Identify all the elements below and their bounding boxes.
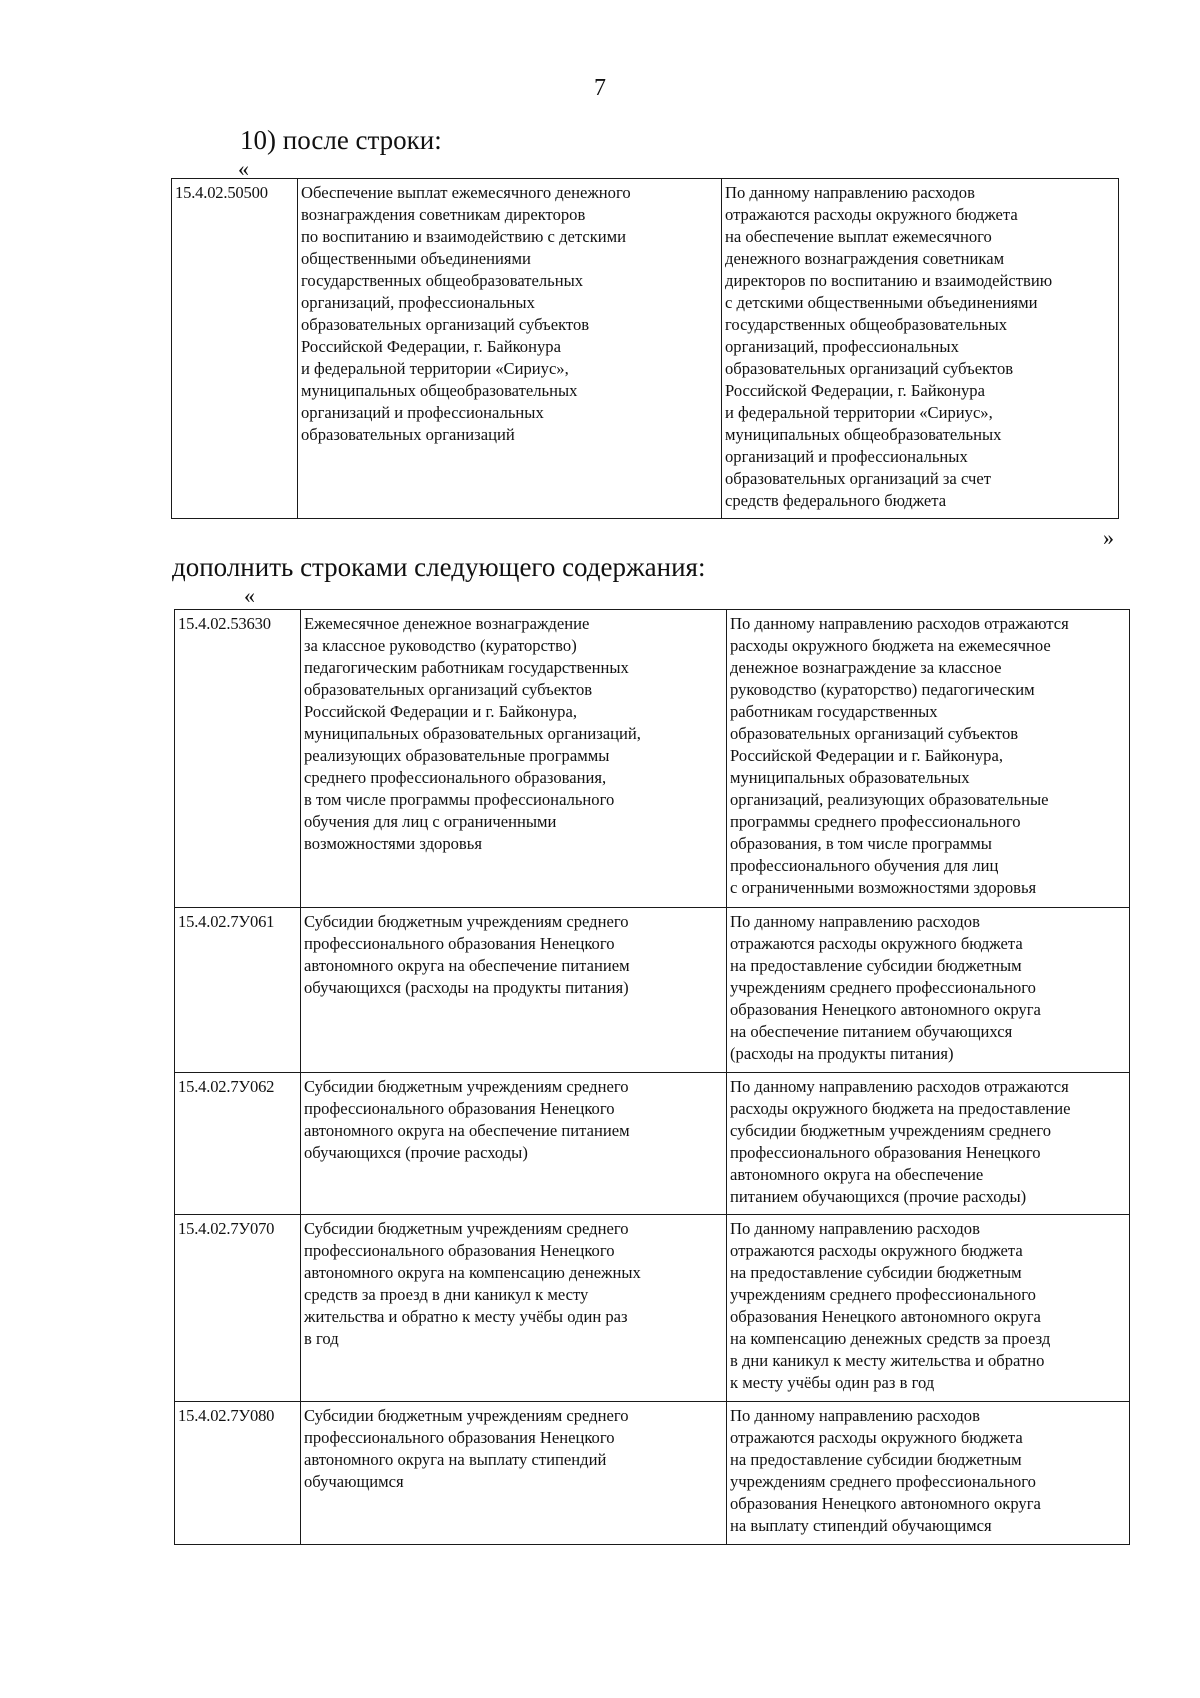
row-description: По данному направлению расходов отражаются расходы окружного бюджета на предоставление субсидии бюджетным учреждениям среднего профессионального образования Ненецкого автономного округа на выплату стипендий обучающимся — [727, 1402, 1130, 1545]
section2-open-quote: « — [244, 583, 255, 608]
table-row — [175, 1402, 1130, 1545]
row-description: По данному направлению расходов отражаются расходы окружного бюджета на ежемесячное денежное вознаграждение за классное руководство (кураторство) педагогическим работникам государственных образовательных организаций субъектов Российской Федерации и г. Байконура, муниципальных образовательных организаций, реализующих образовательные программы среднего профессионального образования, в том числе программы профессионального обучения для лиц с ограниченными возможностями здоровья — [727, 610, 1130, 908]
row-code: 15.4.02.7У062 — [175, 1073, 301, 1215]
section1-heading: 10) после строки: — [240, 125, 442, 155]
row-description: По данному направлению расходов отражаются расходы окружного бюджета на предоставление субсидии бюджетным учреждениям среднего профессионального образования Ненецкого автономного округа на обеспечение питанием обучающихся (прочие расходы) — [727, 1073, 1130, 1215]
table-row — [172, 179, 1119, 519]
row-description: По данному направлению расходов отражаются расходы окружного бюджета на предоставление субсидии бюджетным учреждениям среднего профессионального образования Ненецкого автономного округа на компенсацию денежных средств за проезд в дни каникул к месту жительства и обратно к месту учёбы один раз в год — [727, 1215, 1130, 1402]
row-code: 15.4.02.53630 — [175, 610, 301, 908]
row-name: Субсидии бюджетным учреждениям среднего профессионального образования Ненецкого автономного округа на выплату стипендий обучающимся — [301, 1402, 727, 1545]
page-number: 7 — [594, 75, 606, 101]
section1-open-quote: « — [238, 156, 249, 181]
row-name: Обеспечение выплат ежемесячного денежного вознаграждения советникам директоров по воспитанию и взаимодействию с детскими общественными объединениями государственных общеобразовательных организаций, профессиональных образовательных организаций субъектов Российской Федерации, г. Байконура и федеральной территории «Сириус», муниципальных общеобразовательных организаций и профессиональных образовательных организаций — [298, 179, 722, 519]
table-row — [175, 1215, 1130, 1402]
row-name: Субсидии бюджетным учреждениям среднего профессионального образования Ненецкого автономного округа на обеспечение питанием обучающихся (прочие расходы) — [301, 1073, 727, 1215]
row-description: По данному направлению расходов отражаются расходы окружного бюджета на предоставление субсидии бюджетным учреждениям среднего профессионального образования Ненецкого автономного округа на обеспечение питанием обучающихся (расходы на продукты питания) — [727, 908, 1130, 1073]
row-code: 15.4.02.7У080 — [175, 1402, 301, 1545]
table-row — [175, 908, 1130, 1073]
section1-close-quote: » — [1103, 525, 1114, 550]
table-row — [175, 610, 1130, 908]
row-name: Ежемесячное денежное вознаграждение за классное руководство (кураторство) педагогическим работникам государственных образовательных организаций субъектов Российской Федерации и г. Байконура, муниципальных образовательных организаций, реализующих образовательные программы среднего профессионального образования, в том числе программы профессионального обучения для лиц с ограниченными возможностями здоровья — [301, 610, 727, 908]
section2-table — [174, 609, 1130, 1545]
section2-heading: дополнить строками следующего содержания: — [172, 552, 706, 582]
row-code: 15.4.02.50500 — [172, 179, 298, 519]
row-name: Субсидии бюджетным учреждениям среднего профессионального образования Ненецкого автономного округа на обеспечение питанием обучающихся (расходы на продукты питания) — [301, 908, 727, 1073]
row-code: 15.4.02.7У070 — [175, 1215, 301, 1402]
row-name: Субсидии бюджетным учреждениям среднего профессионального образования Ненецкого автономного округа на компенсацию денежных средств за проезд в дни каникул к месту жительства и обратно к месту учёбы один раз в год — [301, 1215, 727, 1402]
table-row — [175, 1073, 1130, 1215]
row-code: 15.4.02.7У061 — [175, 908, 301, 1073]
section1-table — [171, 178, 1119, 519]
row-description: По данному направлению расходов отражаются расходы окружного бюджета на обеспечение выплат ежемесячного денежного вознаграждения советникам директоров по воспитанию и взаимодействию с детскими общественными объединениями государственных общеобразовательных организаций, профессиональных образовательных организаций субъектов Российской Федерации, г. Байконура и федеральной территории «Сириус», муниципальных общеобразовательных организаций и профессиональных образовательных организаций за счет средств федерального бюджета — [722, 179, 1119, 519]
